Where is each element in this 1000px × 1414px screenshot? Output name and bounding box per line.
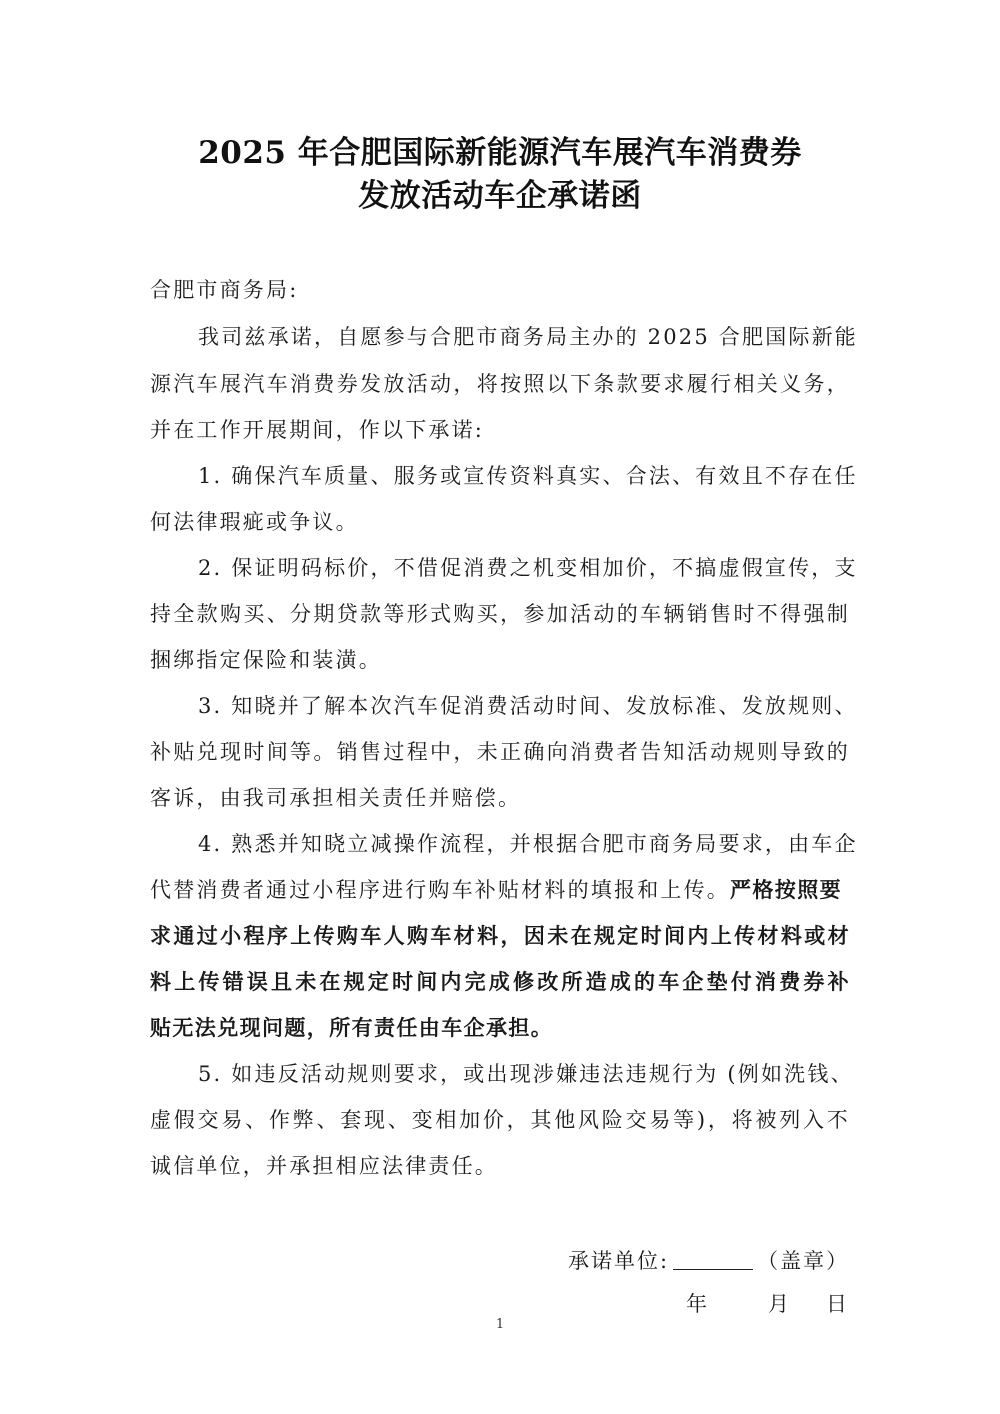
commitment-2-line: 2. 保证明码标价，不借促消费之机变相加价，不搞虚假宣传，支 xyxy=(198,556,858,580)
seal-label: （盖章） xyxy=(757,1249,850,1273)
commitment-3-line: 补贴兑现时间等。销售过程中，未正确向消费者告知活动规则导致的 xyxy=(150,740,850,764)
commitment-4-text: 代替消费者通过小程序进行购车补贴材料的填报和上传。 xyxy=(150,878,730,902)
commitment-4-emphasis-line: 料上传错误且未在规定时间内完成修改所造成的车企垫付消费券补 xyxy=(150,969,850,994)
commitment-2-line: 持全款购买、分期贷款等形式购买，参加活动的车辆销售时不得强制 xyxy=(150,602,850,626)
commitment-5-line: 5. 如违反活动规则要求，或出现涉嫌违法违规行为 (例如洗钱、 xyxy=(198,1062,854,1086)
salutation: 合肥市商务局: xyxy=(150,278,299,302)
commitment-5-line: 虚假交易、作弊、套现、变相加价，其他风险交易等)，将被列入不 xyxy=(150,1108,850,1132)
paragraph-intro-line: 源汽车展汽车消费券发放活动，将按照以下条款要求履行相关义务， xyxy=(150,372,850,396)
commitment-4-emphasis-line: 求通过小程序上传购车人购车材料，因未在规定时间内上传材料或材 xyxy=(150,923,850,948)
commitment-3-line: 3. 知晓并了解本次汽车促消费活动时间、发放标准、发放规则、 xyxy=(198,694,858,718)
signature-block xyxy=(568,1245,849,1275)
commitment-4-emphasis: 严格按照要 xyxy=(730,877,842,902)
signature-label: 承诺单位: xyxy=(568,1249,670,1273)
document-title-line-1: 2025 年合肥国际新能源汽车展汽车消费券 xyxy=(198,135,802,171)
commitment-1-line: 1. 确保汽车质量、服务或宣传资料真实、合法、有效且不存在任 xyxy=(198,464,858,488)
date-day: 日 xyxy=(826,1292,849,1316)
signature-blank xyxy=(673,1247,753,1270)
commitment-1-line: 何法律瑕疵或争议。 xyxy=(150,510,359,534)
page-number: 1 xyxy=(495,1317,505,1332)
document-title-line-2: 发放活动车企承诺函 xyxy=(358,178,642,214)
commitment-3-line: 客诉，由我司承担相关责任并赔偿。 xyxy=(150,786,522,810)
paragraph-intro-line: 并在工作开展期间，作以下承诺: xyxy=(150,418,485,442)
date-year: 年 xyxy=(686,1292,709,1316)
date-month: 月 xyxy=(768,1292,791,1316)
commitment-2-line: 捆绑指定保险和装潢。 xyxy=(150,648,382,672)
commitment-4-line xyxy=(150,875,850,905)
commitment-4-emphasis-line: 贴无法兑现问题，所有责任由车企承担。 xyxy=(150,1015,554,1040)
paragraph-intro-line: 我司兹承诺，自愿参与合肥市商务局主办的 2025 合肥国际新能 xyxy=(198,325,858,349)
commitment-4-line: 4. 熟悉并知晓立减操作流程，并根据合肥市商务局要求，由车企 xyxy=(198,832,858,856)
commitment-5-line: 诚信单位，并承担相应法律责任。 xyxy=(150,1154,498,1178)
